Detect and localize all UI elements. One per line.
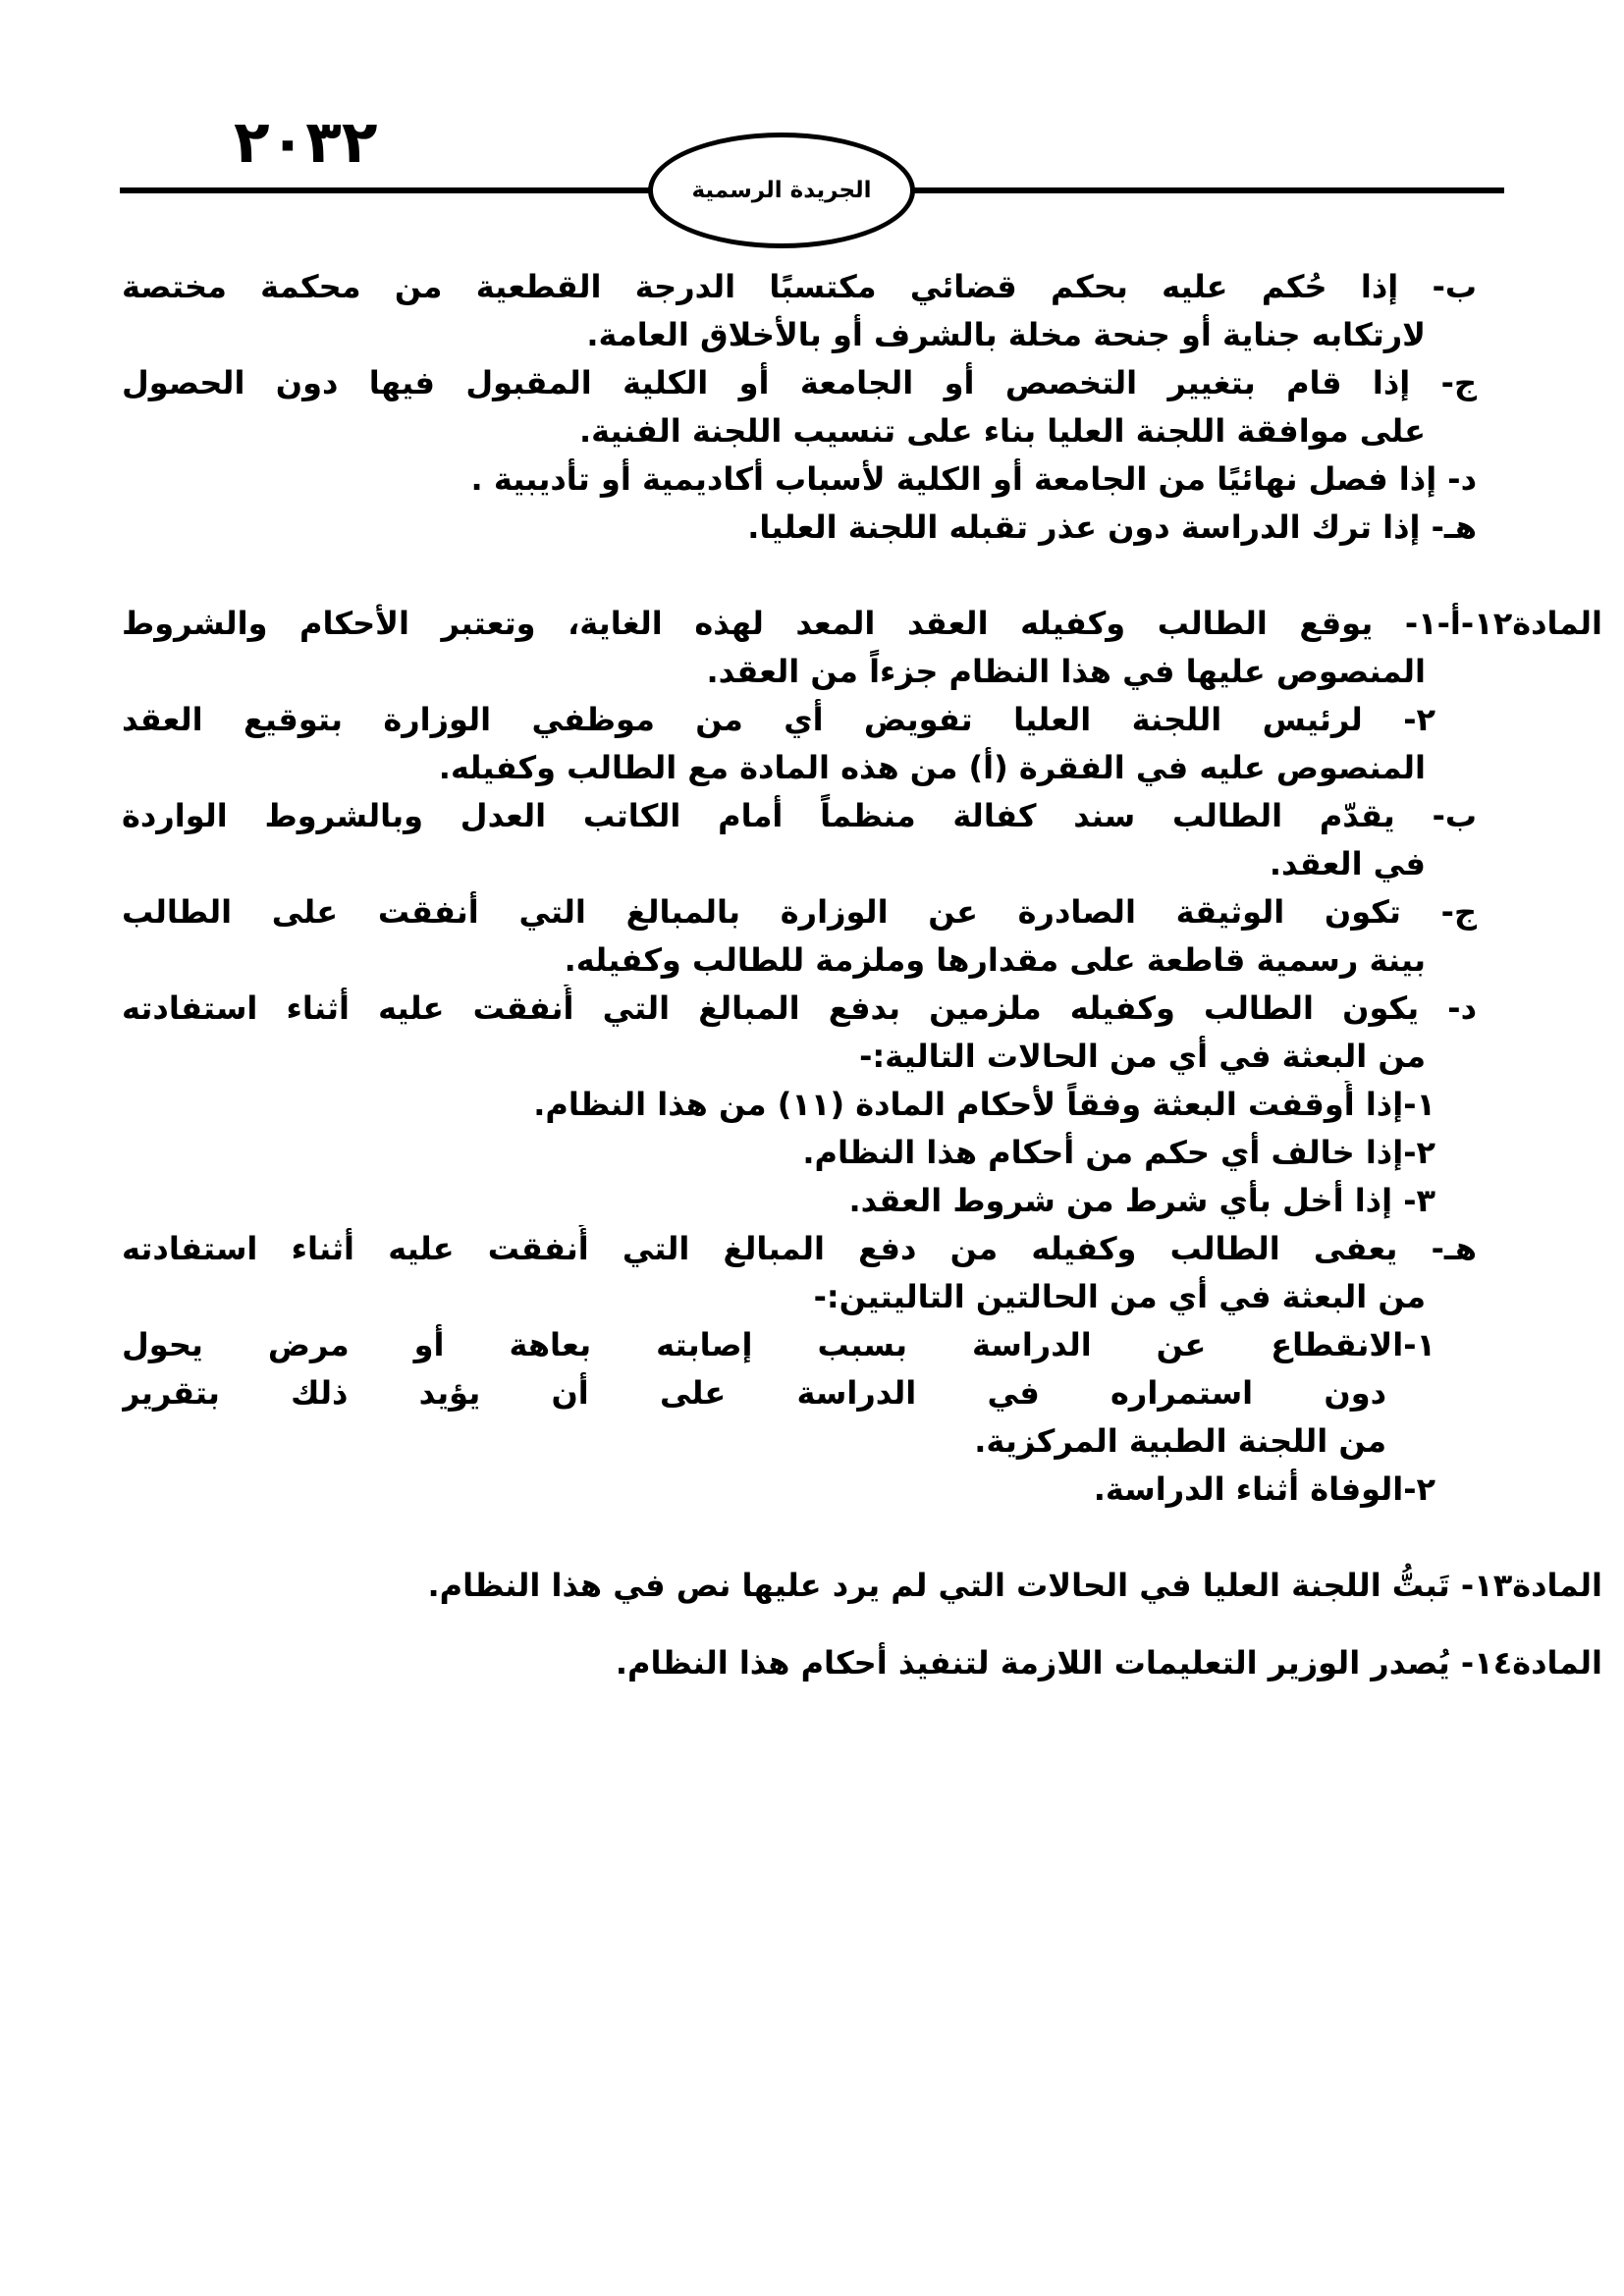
- text-line: لارتكابه جناية أو جنحة مخلة بالشرف أو بالأخلاق العامة.: [586, 316, 1426, 353]
- page-number: ٢٠٣٢: [234, 108, 378, 177]
- gazette-title: الجريدة الرسمية: [691, 178, 872, 203]
- text-line: ج- إذا قام بتغيير التخصص أو الجامعة أو الكلية المقبول فيها دون الحصول: [122, 364, 1477, 401]
- text-line: د- إذا فصل نهائيًا من الجامعة أو الكلية لأسباب أكاديمية أو تأديبية .: [470, 460, 1477, 498]
- text-line: في العقد.: [1269, 845, 1426, 882]
- text-line: ٢-إذا خالف أي حكم من أحكام هذا النظام.: [802, 1134, 1435, 1171]
- text-line: دون استمراره في الدراسة على أن يؤيد ذلك بتقرير: [122, 1374, 1386, 1412]
- gazette-title-oval: [648, 133, 915, 248]
- text-line: هـ- يعفى الطالب وكفيله من دفع المبالغ التي أُنفقت عليه أثناء استفادته: [122, 1230, 1477, 1267]
- text-line: المنصوص عليه في الفقرة (أ) من هذه المادة مع الطالب وكفيله.: [438, 749, 1426, 786]
- text-line: على موافقة اللجنة العليا بناء على تنسيب اللجنة الفنية.: [578, 412, 1426, 450]
- text-line: ب- يقدّم الطالب سند كفالة منظماً أمام الكاتب العدل وبالشروط الواردة: [122, 797, 1477, 834]
- text-line: ١-إذا أُوقفت البعثة وفقاً لأحكام المادة (١١) من هذا النظام.: [533, 1086, 1435, 1123]
- text-line: ٣- إذا أخل بأي شرط من شروط العقد.: [848, 1182, 1435, 1219]
- paragraph-gap: [122, 552, 1477, 600]
- text-line: ٢- لرئيس اللجنة العليا تفويض أي من موظفي الوزارة بتوقيع العقد: [122, 701, 1435, 738]
- text-line: ج- تكون الوثيقة الصادرة عن الوزارة بالمبالغ التي أنفقت على الطالب: [122, 893, 1477, 931]
- text-line: بينة رسمية قاطعة على مقدارها وملزمة للطالب وكفيله.: [564, 941, 1426, 979]
- text-line: المادة١٢-أ-١- يوقع الطالب وكفيله العقد المعد لهذه الغاية، وتعتبر الأحكام والشروط: [122, 605, 1602, 642]
- paragraph-gap: [122, 1610, 1477, 1639]
- text-line: ٢-الوفاة أثناء الدراسة.: [1093, 1470, 1435, 1508]
- text-line: من البعثة في أي من الحالتين التاليتين:-: [813, 1278, 1426, 1315]
- paragraph-gap: [122, 1514, 1477, 1562]
- text-line: من البعثة في أي من الحالات التالية:-: [859, 1038, 1426, 1075]
- text-line: المادة١٤- يُصدر الوزير التعليمات اللازمة لتنفيذ أحكام هذا النظام.: [615, 1644, 1602, 1682]
- text-line: ١-الانقطاع عن الدراسة بسبب إصابته بعاهة أو مرض يحول: [122, 1326, 1435, 1363]
- text-line: هـ- إذا ترك الدراسة دون عذر تقبله اللجنة العليا.: [747, 508, 1477, 546]
- text-line: د- يكون الطالب وكفيله ملزمين بدفع المبالغ التي أُنفقت عليه أثناء استفادته: [122, 989, 1477, 1027]
- text-line: المادة١٣- تَبتُّ اللجنة العليا في الحالات التي لم يرد عليها نص في هذا النظام.: [427, 1567, 1602, 1604]
- text-line: ب- إذا حُكم عليه بحكم قضائي مكتسبًا الدرجة القطعية من محكمة مختصة: [122, 268, 1477, 305]
- text-line: من اللجنة الطبية المركزية.: [974, 1422, 1386, 1460]
- text-line: المنصوص عليها في هذا النظام جزءاً من العقد.: [706, 653, 1426, 690]
- document-body: [122, 263, 1602, 1687]
